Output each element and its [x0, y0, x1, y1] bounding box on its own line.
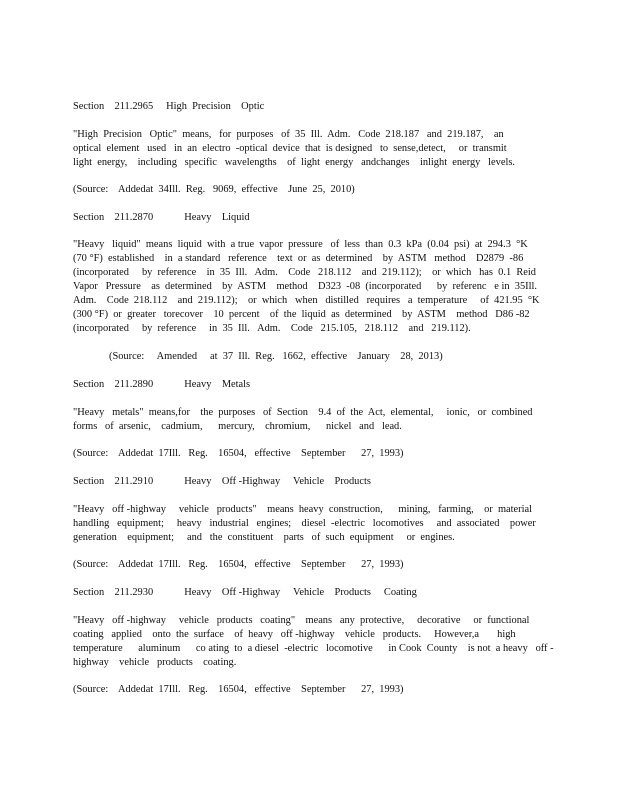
definition-heavy-liquid: [73, 238, 543, 336]
text-line: light energy, including specific wavelengths of light energy andchanges inlight energy levels.: [73, 157, 515, 168]
text-line: handling equipment; heavy industrial engines; diesel -electric locomotives and associated power: [73, 518, 536, 529]
text-line: (Source: Amended at 37 Ill. Reg. 1662, effective January 28, 2013): [109, 351, 443, 362]
text-line: "Heavy off -highway vehicle products" means heavy construction, mining, farming, or material: [73, 504, 533, 515]
definition-heavy-metals: [73, 406, 543, 434]
source-note: [73, 447, 543, 461]
text-line: Section 211.2930 Heavy Off -Highway Vehicle Products Coating: [73, 587, 417, 598]
text-line: generation equipment; and the constituent parts of such equipment or engines.: [73, 532, 455, 543]
section-heading-211-2930: [73, 586, 543, 600]
source-note: [73, 183, 543, 197]
source-note: [109, 350, 579, 364]
section-heading-211-2910: [73, 475, 543, 489]
text-line: Section 211.2890 Heavy Metals: [73, 379, 251, 390]
text-line: Section 211.2965 High Precision Optic: [73, 101, 265, 112]
text-line: (Source: Addedat 17Ill. Reg. 16504, effective September 27, 1993): [73, 448, 404, 459]
text-line: (incorporated by reference in 35 Ill. Adm. Code 218.112 and 219.112); or which has 0.1 Reid: [73, 267, 536, 278]
text-line: Adm. Code 218.112 and 219.112); or which when distilled requires a temperature of 421.95 °K: [73, 295, 540, 306]
text-line: (70 °F) established in a standard reference text or as determined by ASTM method D2879 -86: [73, 253, 524, 264]
source-note: [73, 683, 543, 697]
text-line: "Heavy off -highway vehicle products coating" means any protective, decorative or functional: [73, 615, 530, 626]
text-line: optical element used in an electro -optical device that is designed to sense,detect, or transmit: [73, 143, 507, 154]
text-line: "Heavy metals" means,for the purposes of Section 9.4 of the Act, elemental, ionic, or combined: [73, 407, 533, 418]
source-note: [73, 558, 543, 572]
section-heading-211-2890: [73, 378, 543, 392]
text-line: (Source: Addedat 17Ill. Reg. 16504, effective September 27, 1993): [73, 559, 404, 570]
text-line: temperature aluminum co ating to a diesel -electric locomotive in Cook County is not a heavy off -: [73, 643, 554, 654]
text-line: Section 211.2910 Heavy Off -Highway Vehicle Products: [73, 476, 371, 487]
text-line: "Heavy liquid" means liquid with a true vapor pressure of less than 0.3 kPa (0.04 psi) at 294.3 °K: [73, 239, 528, 250]
text-line: forms of arsenic, cadmium, mercury, chromium, nickel and lead.: [73, 421, 402, 432]
text-line: Section 211.2870 Heavy Liquid: [73, 212, 250, 223]
definition-heavy-off-highway-vehicle-products: [73, 503, 543, 545]
definition-high-precision-optic: [73, 128, 543, 170]
text-line: coating applied onto the surface of heavy off -highway vehicle products. However,a high: [73, 629, 516, 640]
text-line: (incorporated by reference in 35 Ill. Adm. Code 215.105, 218.112 and 219.112).: [73, 323, 471, 334]
section-heading-211-2870: [73, 211, 543, 225]
text-line: Vapor Pressure as determined by ASTM method D323 -08 (incorporated by referenc e in 35Ill.: [73, 281, 538, 292]
text-line: highway vehicle products coating.: [73, 657, 237, 668]
definition-heavy-off-highway-vehicle-products-coating: [73, 614, 554, 670]
text-line: "High Precision Optic" means, for purposes of 35 Ill. Adm. Code 218.187 and 219.187, an: [73, 129, 504, 140]
text-line: (300 °F) or greater torecover 10 percent of the liquid as determined by ASTM method D86 -82: [73, 309, 530, 320]
text-line: (Source: Addedat 34Ill. Reg. 9069, effective June 25, 2010): [73, 184, 355, 195]
section-heading-211-2965: [73, 100, 543, 114]
text-line: (Source: Addedat 17Ill. Reg. 16504, effective September 27, 1993): [73, 684, 404, 695]
